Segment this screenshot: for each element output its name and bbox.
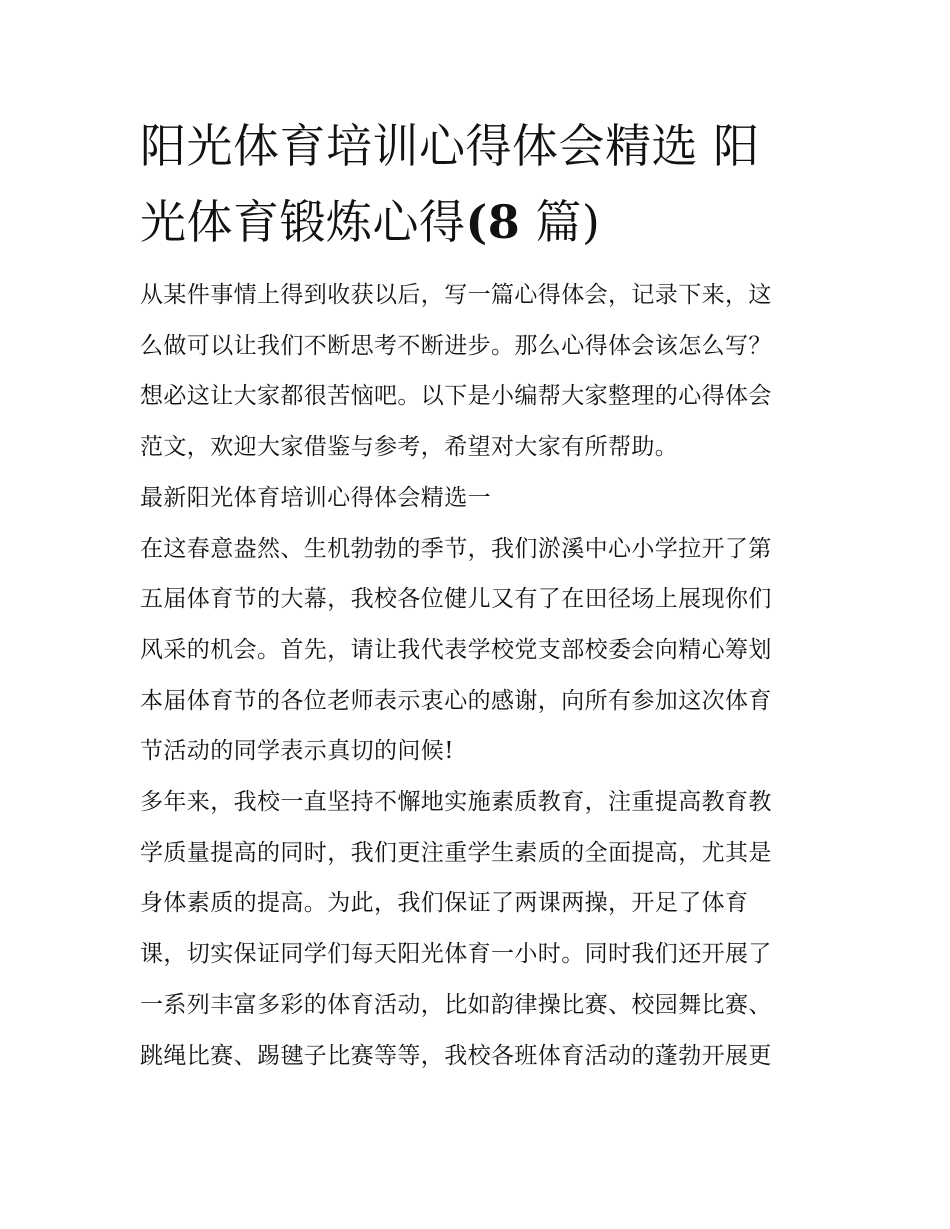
paragraph-festival xyxy=(140,524,815,778)
document-body xyxy=(140,270,815,1081)
title-line-2-suffix: 篇) xyxy=(520,195,601,249)
paragraph-line: 从某件事情上得到收获以后，写一篇心得体会，记录下来，这 xyxy=(140,282,772,308)
paragraph-line: 多年来，我校一直坚持不懈地实施素质教育，注重提高教育教 xyxy=(140,789,772,816)
section-heading-text: 最新阳光体育培训心得体会精选一 xyxy=(140,484,491,511)
paragraph-line: 节活动的同学表示真切的问候! xyxy=(140,738,454,765)
title-line-2-count: (8 xyxy=(465,195,521,249)
paragraph-line: 一系列丰富多彩的体育活动，比如韵律操比赛、校园舞比赛、 xyxy=(140,991,772,1018)
title-line-2-prefix: 光体育锻炼心得 xyxy=(140,195,466,249)
document-content xyxy=(140,108,815,1081)
paragraph-line: 本届体育节的各位老师表示衷心的感谢，向所有参加这次体育 xyxy=(140,687,772,714)
paragraph-line: 风采的机会。首先，请让我代表学校党支部校委会向精心筹划 xyxy=(140,636,772,663)
paragraph-education xyxy=(140,777,815,1081)
document-title xyxy=(140,108,815,260)
paragraph-line: 在这春意盎然、生机勃勃的季节，我们淤溪中心小学拉开了第 xyxy=(140,535,772,562)
paragraph-line: 五届体育节的大幕，我校各位健儿又有了在田径场上展现你们 xyxy=(140,586,772,613)
paragraph-line: 范文，欢迎大家借鉴与参考，希望对大家有所帮助。 xyxy=(140,434,679,461)
title-line-2 xyxy=(140,184,815,260)
section-heading xyxy=(140,473,815,524)
paragraph-line: 想必这让大家都很苦恼吧。以下是小编帮大家整理的心得体会 xyxy=(140,383,772,410)
paragraph-line: 学质量提高的同时，我们更注重学生素质的全面提高，尤其是 xyxy=(140,839,772,866)
paragraph-intro xyxy=(140,270,815,473)
paragraph-line: 跳绳比赛、踢毽子比赛等等，我校各班体育活动的蓬勃开展更 xyxy=(140,1042,772,1069)
title-line-1: 阳光体育培训心得体会精选 阳 xyxy=(140,119,760,173)
paragraph-line: 么做可以让我们不断思考不断进步。那么心得体会该怎么写？ xyxy=(140,332,772,359)
paragraph-line: 身体素质的提高。为此，我们保证了两课两操，开足了体育 xyxy=(140,890,749,917)
paragraph-line: 课，切实保证同学们每天阳光体育一小时。同时我们还开展了 xyxy=(140,941,772,968)
